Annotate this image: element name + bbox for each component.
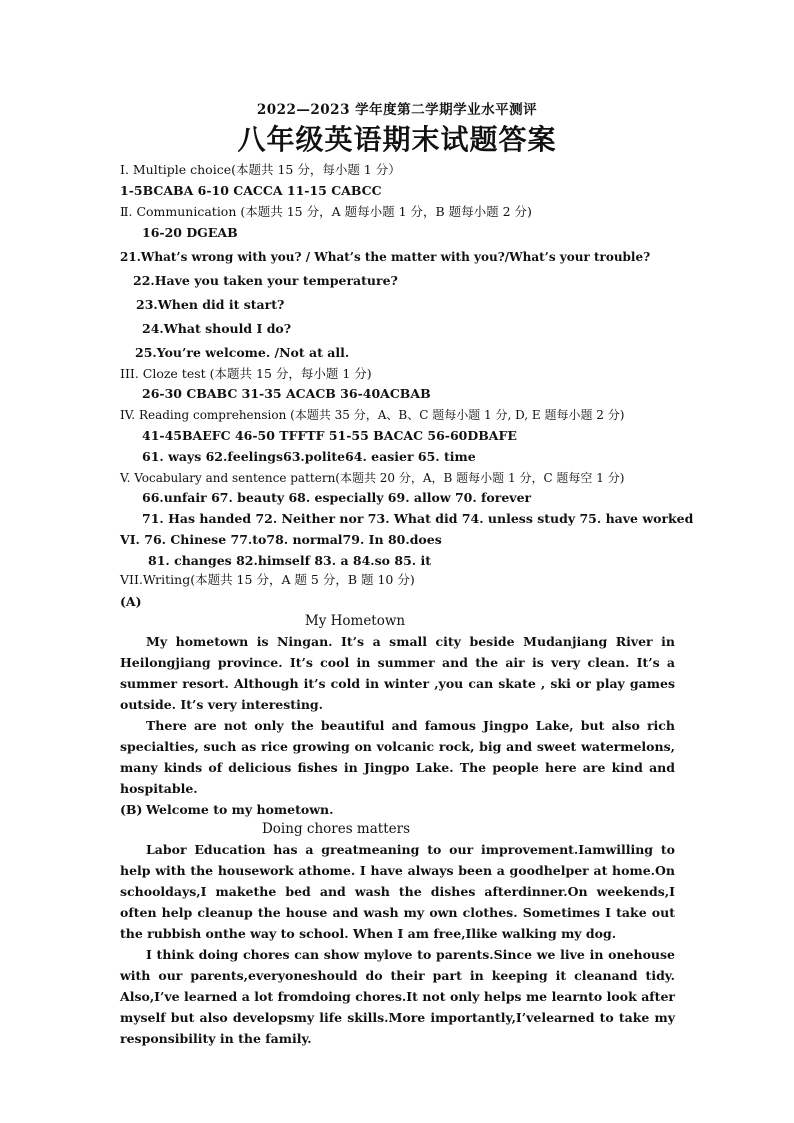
section-6-line-2: 81. changes 82.himself 83. a 84.so 85. it [148, 553, 431, 568]
writing-a-label: (A) [120, 594, 142, 609]
writing-a-title: My Hometown [304, 613, 406, 629]
section-3-label: III. Cloze test (本题共 15 分，每小题 1 分) [120, 366, 372, 381]
answer-22: 22.Have you taken your temperature? [133, 273, 398, 288]
section-3-answers: 26-30 CBABC 31-35 ACACB 36-40ACBAB [142, 386, 431, 401]
writing-b-paragraph-2: I think doing chores can show mylove to parents.Since we live in onehouse with our parents,everyoneshould do their part in keeping it cleanand tidy. Also,I’ve learned a lot fromdoing chores.It not only helps me learnto look after myself but also developsmy life skills.More importantly,I’velearned to take my responsibility in the family. [120, 947, 675, 1046]
section-2-label: Ⅱ. Communication (本题共 15 分，A 题每小题 1 分，B 题每小题 2 分) [120, 204, 532, 219]
section-7-label: VII.Writing(本题共 15 分，A 题 5 分，B 题 10 分) [120, 572, 415, 587]
section-4-answers-2: 61. ways 62.feelings63.polite64. easier 65. time [142, 449, 476, 464]
section-5-label: V. Vocabulary and sentence pattern(本题共 20 分，A，B 题每小题 1 分，C 题每空 1 分) [120, 471, 625, 485]
writing-b-title: Doing chores matters [261, 821, 410, 837]
writing-b-label: (B) [120, 802, 143, 817]
answer-25: 25.You’re welcome. /Not at all. [135, 345, 350, 360]
exam-subtitle: 2022—2023 学年度第二学期学业水平测评 [256, 102, 538, 118]
section-2-answers: 16-20 DGEAB [142, 225, 238, 240]
writing-b-body [120, 839, 675, 1049]
section-5-answers-2: 71. Has handed 72. Neither nor 73. What did 74. unless study 75. have worked [142, 511, 694, 526]
section-1-answers: 1-5BCABA 6-10 CACCA 11-15 CABCC [120, 183, 382, 198]
section-1-label: I. Multiple choice(本题共 15 分，每小题 1 分） [120, 162, 401, 177]
section-4-label: IV. Reading comprehension (本题共 35 分，A、B、C 题每小题 1 分, D, E 题每小题 2 分) [120, 408, 625, 422]
writing-a-body [120, 631, 675, 820]
answer-23: 23.When did it start? [136, 297, 285, 312]
answer-24: 24.What should I do? [142, 321, 292, 336]
writing-a-paragraph-3: Welcome to my hometown. [146, 802, 334, 817]
answer-21: 21.What’s wrong with you? / What’s the matter with you?/What’s your trouble? [120, 250, 651, 264]
writing-b-paragraph-1: Labor Education has a greatmeaning to our improvement.Iamwilling to help with the housework athome. I have always been a goodhelper at home.On schooldays,I makethe bed and wash the dishes afterdinner.On weekends,I often help cleanup the house and wash my own clothes. Sometimes I take out the rubbish onthe way to school. When I am free,Ilike walking my dog. [120, 842, 675, 941]
section-5-answers-1: 66.unfair 67. beauty 68. especially 69. allow 70. forever [142, 490, 532, 505]
page-title: 八年级英语期末试题答案 [237, 123, 557, 156]
writing-a-paragraph-1: My hometown is Ningan. It’s a small city beside Mudanjiang River in Heilongjiang province. It’s cool in summer and the air is very clean. It’s a summer resort. Although it’s cold in winter ,you can skate , ski or play games outside. It’s very interesting. [120, 634, 675, 712]
writing-a-paragraph-2: There are not only the beautiful and famous Jingpo Lake, but also rich specialties, such as rice growing on volcanic rock, big and sweet watermelons, many kinds of delicious fishes in Jingpo Lake. The people here are kind and hospitable. [120, 718, 675, 796]
section-6-line-1: VI. 76. Chinese 77.to78. normal79. In 80.does [120, 532, 442, 547]
section-4-answers-1: 41-45BAEFC 46-50 TFFTF 51-55 BACAC 56-60DBAFE [142, 428, 517, 443]
